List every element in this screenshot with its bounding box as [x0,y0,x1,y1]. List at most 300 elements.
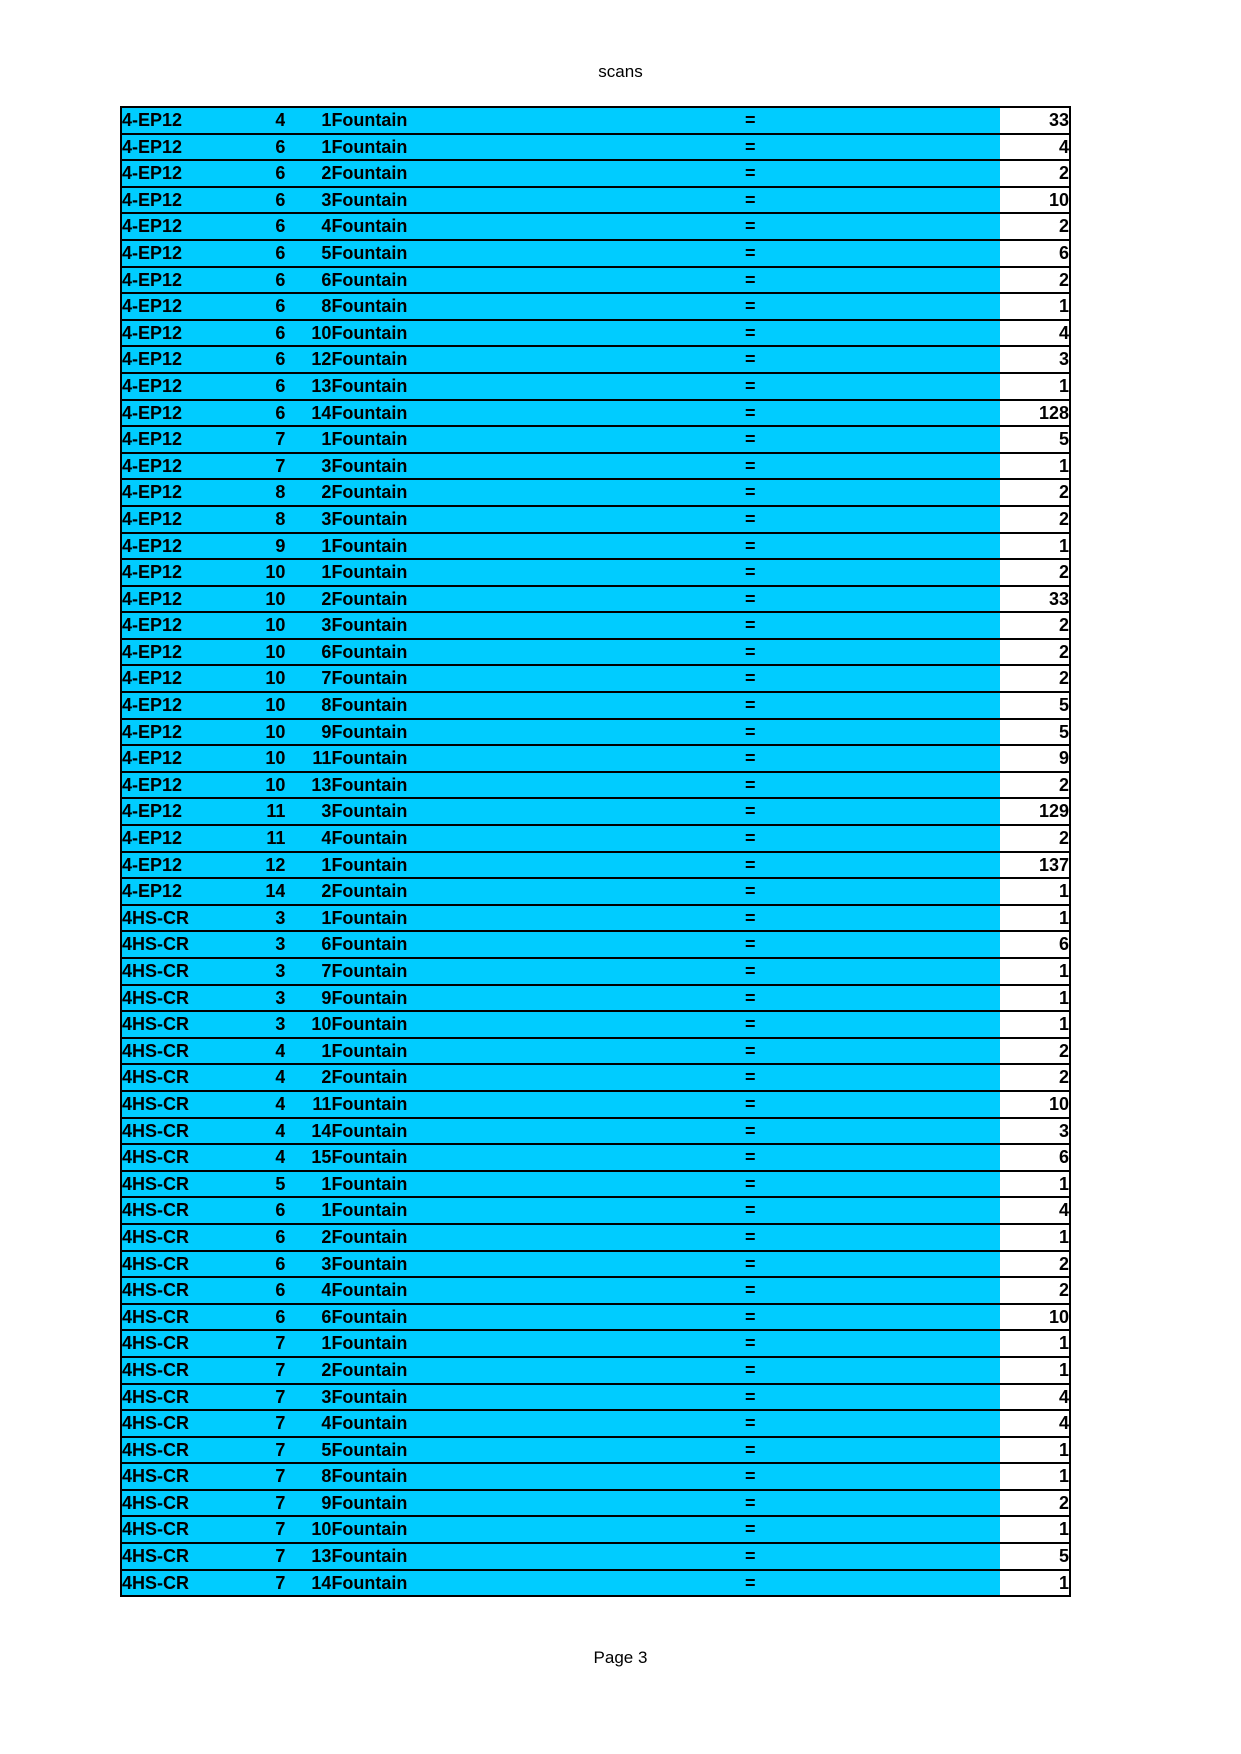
count-cell: 2 [1000,665,1070,692]
spacer-cell [879,400,1000,427]
room-cell: 15 [285,1144,331,1171]
spacer-cell [879,1357,1000,1384]
count-cell: 1 [1000,878,1070,905]
spacer-cell [879,533,1000,560]
floor-cell: 7 [233,1410,285,1437]
room-cell: 1 [285,559,331,586]
count-cell: 2 [1000,479,1070,506]
room-cell: 3 [285,612,331,639]
type-cell: Fountain [331,346,622,373]
table-row [121,1543,1070,1570]
count-cell: 2 [1000,825,1070,852]
floor-cell: 4 [233,1118,285,1145]
code-cell: 4-EP12 [121,107,233,134]
spacer-cell [879,1171,1000,1198]
count-cell: 2 [1000,213,1070,240]
code-cell: 4HS-CR [121,1171,233,1198]
type-cell: Fountain [331,160,622,187]
count-cell: 1 [1000,1011,1070,1038]
count-cell: 1 [1000,985,1070,1012]
spacer-cell [879,665,1000,692]
floor-cell: 4 [233,107,285,134]
type-cell: Fountain [331,1197,622,1224]
code-cell: 4HS-CR [121,1224,233,1251]
floor-cell: 10 [233,745,285,772]
equals-cell: = [622,1038,879,1065]
code-cell: 4HS-CR [121,905,233,932]
count-cell: 137 [1000,852,1070,879]
equals-cell: = [622,134,879,161]
room-cell: 2 [285,479,331,506]
equals-cell: = [622,1304,879,1331]
room-cell: 11 [285,1091,331,1118]
room-cell: 13 [285,772,331,799]
type-cell: Fountain [331,612,622,639]
count-cell: 2 [1000,1251,1070,1278]
table-row [121,1357,1070,1384]
room-cell: 9 [285,1490,331,1517]
floor-cell: 3 [233,958,285,985]
code-cell: 4-EP12 [121,160,233,187]
code-cell: 4HS-CR [121,1543,233,1570]
table-row [121,798,1070,825]
count-cell: 1 [1000,1463,1070,1490]
equals-cell: = [622,1330,879,1357]
equals-cell: = [622,1251,879,1278]
equals-cell: = [622,1224,879,1251]
table-row [121,958,1070,985]
equals-cell: = [622,1144,879,1171]
type-cell: Fountain [331,825,622,852]
equals-cell: = [622,745,879,772]
equals-cell: = [622,1490,879,1517]
count-cell: 2 [1000,506,1070,533]
table-row [121,453,1070,480]
count-cell: 1 [1000,1171,1070,1198]
count-cell: 2 [1000,559,1070,586]
table-row [121,1011,1070,1038]
count-cell: 2 [1000,1277,1070,1304]
table-row [121,479,1070,506]
room-cell: 7 [285,958,331,985]
floor-cell: 6 [233,346,285,373]
table-row [121,1384,1070,1411]
code-cell: 4HS-CR [121,1490,233,1517]
room-cell: 1 [285,426,331,453]
floor-cell: 7 [233,1490,285,1517]
table-row [121,1251,1070,1278]
type-cell: Fountain [331,586,622,613]
code-cell: 4-EP12 [121,825,233,852]
spacer-cell [879,586,1000,613]
count-cell: 1 [1000,1516,1070,1543]
count-cell: 4 [1000,1410,1070,1437]
equals-cell: = [622,1570,879,1597]
spacer-cell [879,1570,1000,1597]
code-cell: 4-EP12 [121,612,233,639]
code-cell: 4-EP12 [121,267,233,294]
room-cell: 5 [285,240,331,267]
spacer-cell [879,426,1000,453]
equals-cell: = [622,107,879,134]
equals-cell: = [622,1543,879,1570]
table-row [121,293,1070,320]
spacer-cell [879,1064,1000,1091]
type-cell: Fountain [331,134,622,161]
spacer-cell [879,1224,1000,1251]
count-cell: 2 [1000,1490,1070,1517]
spacer-cell [879,1251,1000,1278]
floor-cell: 6 [233,400,285,427]
room-cell: 6 [285,639,331,666]
type-cell: Fountain [331,745,622,772]
room-cell: 5 [285,1437,331,1464]
spacer-cell [879,373,1000,400]
equals-cell: = [622,400,879,427]
spacer-cell [879,134,1000,161]
table-row [121,1224,1070,1251]
type-cell: Fountain [331,1516,622,1543]
code-cell: 4HS-CR [121,1011,233,1038]
room-cell: 4 [285,213,331,240]
type-cell: Fountain [331,533,622,560]
spacer-cell [879,107,1000,134]
spacer-cell [879,612,1000,639]
count-cell: 6 [1000,931,1070,958]
spacer-cell [879,1330,1000,1357]
room-cell: 3 [285,798,331,825]
floor-cell: 4 [233,1144,285,1171]
count-cell: 3 [1000,346,1070,373]
equals-cell: = [622,1437,879,1464]
table-row [121,1410,1070,1437]
spacer-cell [879,240,1000,267]
spacer-cell [879,1410,1000,1437]
room-cell: 2 [285,878,331,905]
floor-cell: 3 [233,931,285,958]
floor-cell: 10 [233,692,285,719]
spacer-cell [879,320,1000,347]
table-row [121,852,1070,879]
count-cell: 3 [1000,1118,1070,1145]
count-cell: 6 [1000,240,1070,267]
table-row [121,400,1070,427]
type-cell: Fountain [331,1304,622,1331]
room-cell: 2 [285,160,331,187]
equals-cell: = [622,1463,879,1490]
spacer-cell [879,745,1000,772]
type-cell: Fountain [331,293,622,320]
table-row [121,1490,1070,1517]
spacer-cell [879,958,1000,985]
type-cell: Fountain [331,1118,622,1145]
table-row [121,825,1070,852]
floor-cell: 6 [233,240,285,267]
table-row [121,1277,1070,1304]
equals-cell: = [622,1384,879,1411]
spacer-cell [879,719,1000,746]
type-cell: Fountain [331,639,622,666]
room-cell: 13 [285,373,331,400]
floor-cell: 10 [233,639,285,666]
table-row [121,665,1070,692]
spacer-cell [879,1304,1000,1331]
equals-cell: = [622,506,879,533]
spacer-cell [879,852,1000,879]
type-cell: Fountain [331,1171,622,1198]
type-cell: Fountain [331,479,622,506]
equals-cell: = [622,267,879,294]
code-cell: 4-EP12 [121,240,233,267]
count-cell: 5 [1000,692,1070,719]
floor-cell: 5 [233,1171,285,1198]
floor-cell: 10 [233,586,285,613]
room-cell: 2 [285,586,331,613]
spacer-cell [879,479,1000,506]
count-cell: 128 [1000,400,1070,427]
table-row [121,373,1070,400]
room-cell: 1 [285,107,331,134]
table-row [121,267,1070,294]
equals-cell: = [622,187,879,214]
equals-cell: = [622,1011,879,1038]
table-row [121,1330,1070,1357]
floor-cell: 4 [233,1091,285,1118]
equals-cell: = [622,346,879,373]
table-row [121,1437,1070,1464]
spacer-cell [879,1384,1000,1411]
equals-cell: = [622,320,879,347]
spacer-cell [879,1490,1000,1517]
equals-cell: = [622,1118,879,1145]
spacer-cell [879,213,1000,240]
equals-cell: = [622,1064,879,1091]
code-cell: 4HS-CR [121,1277,233,1304]
type-cell: Fountain [331,1490,622,1517]
code-cell: 4-EP12 [121,852,233,879]
spacer-cell [879,772,1000,799]
floor-cell: 7 [233,1570,285,1597]
room-cell: 1 [285,1330,331,1357]
floor-cell: 7 [233,1384,285,1411]
code-cell: 4-EP12 [121,692,233,719]
count-cell: 1 [1000,1437,1070,1464]
room-cell: 2 [285,1224,331,1251]
spacer-cell [879,1463,1000,1490]
count-cell: 4 [1000,320,1070,347]
floor-cell: 6 [233,320,285,347]
spacer-cell [879,1091,1000,1118]
code-cell: 4HS-CR [121,1357,233,1384]
code-cell: 4-EP12 [121,479,233,506]
equals-cell: = [622,985,879,1012]
spacer-cell [879,346,1000,373]
equals-cell: = [622,1197,879,1224]
type-cell: Fountain [331,1463,622,1490]
equals-cell: = [622,479,879,506]
table-row [121,1118,1070,1145]
spacer-cell [879,905,1000,932]
table-row [121,1463,1070,1490]
room-cell: 6 [285,931,331,958]
table-row [121,1064,1070,1091]
equals-cell: = [622,639,879,666]
table-row [121,1144,1070,1171]
equals-cell: = [622,559,879,586]
count-cell: 2 [1000,1064,1070,1091]
floor-cell: 8 [233,506,285,533]
spacer-cell [879,692,1000,719]
floor-cell: 10 [233,612,285,639]
spacer-cell [879,1437,1000,1464]
table-row [121,772,1070,799]
code-cell: 4HS-CR [121,1304,233,1331]
count-cell: 1 [1000,1570,1070,1597]
floor-cell: 6 [233,373,285,400]
count-cell: 4 [1000,134,1070,161]
code-cell: 4HS-CR [121,1038,233,1065]
code-cell: 4HS-CR [121,1516,233,1543]
floor-cell: 7 [233,1543,285,1570]
code-cell: 4-EP12 [121,506,233,533]
count-cell: 1 [1000,958,1070,985]
equals-cell: = [622,612,879,639]
type-cell: Fountain [331,1570,622,1597]
count-cell: 1 [1000,1224,1070,1251]
room-cell: 1 [285,134,331,161]
type-cell: Fountain [331,1091,622,1118]
spacer-cell [879,559,1000,586]
count-cell: 2 [1000,160,1070,187]
spacer-cell [879,1118,1000,1145]
table-row [121,1570,1070,1597]
table-row [121,612,1070,639]
type-cell: Fountain [331,187,622,214]
spacer-cell [879,506,1000,533]
table-row [121,639,1070,666]
code-cell: 4-EP12 [121,400,233,427]
type-cell: Fountain [331,426,622,453]
spacer-cell [879,1543,1000,1570]
room-cell: 2 [285,1357,331,1384]
count-cell: 9 [1000,745,1070,772]
code-cell: 4HS-CR [121,1410,233,1437]
type-cell: Fountain [331,719,622,746]
count-cell: 10 [1000,1091,1070,1118]
room-cell: 1 [285,852,331,879]
table-row [121,1091,1070,1118]
count-cell: 2 [1000,639,1070,666]
type-cell: Fountain [331,506,622,533]
floor-cell: 6 [233,213,285,240]
floor-cell: 7 [233,1463,285,1490]
equals-cell: = [622,1410,879,1437]
type-cell: Fountain [331,267,622,294]
code-cell: 4-EP12 [121,320,233,347]
table-row [121,1038,1070,1065]
table-row [121,506,1070,533]
table-row [121,586,1070,613]
equals-cell: = [622,931,879,958]
type-cell: Fountain [331,958,622,985]
equals-cell: = [622,373,879,400]
spacer-cell [879,798,1000,825]
page-footer: Page 3 [593,1648,648,1667]
floor-cell: 7 [233,1437,285,1464]
type-cell: Fountain [331,1064,622,1091]
type-cell: Fountain [331,107,622,134]
type-cell: Fountain [331,931,622,958]
room-cell: 6 [285,267,331,294]
code-cell: 4-EP12 [121,719,233,746]
spacer-cell [879,187,1000,214]
floor-cell: 3 [233,985,285,1012]
spacer-cell [879,453,1000,480]
table-row [121,187,1070,214]
equals-cell: = [622,719,879,746]
room-cell: 8 [285,1463,331,1490]
type-cell: Fountain [331,665,622,692]
floor-cell: 7 [233,453,285,480]
count-cell: 6 [1000,1144,1070,1171]
count-cell: 1 [1000,453,1070,480]
table-row [121,692,1070,719]
equals-cell: = [622,772,879,799]
floor-cell: 7 [233,1357,285,1384]
room-cell: 3 [285,453,331,480]
spacer-cell [879,1516,1000,1543]
count-cell: 2 [1000,612,1070,639]
floor-cell: 10 [233,772,285,799]
table-row [121,533,1070,560]
count-cell: 4 [1000,1384,1070,1411]
room-cell: 2 [285,1064,331,1091]
floor-cell: 7 [233,426,285,453]
equals-cell: = [622,453,879,480]
code-cell: 4-EP12 [121,878,233,905]
table-row [121,240,1070,267]
floor-cell: 11 [233,825,285,852]
type-cell: Fountain [331,772,622,799]
floor-cell: 9 [233,533,285,560]
equals-cell: = [622,852,879,879]
table-row [121,160,1070,187]
room-cell: 3 [285,187,331,214]
equals-cell: = [622,665,879,692]
type-cell: Fountain [331,400,622,427]
code-cell: 4-EP12 [121,745,233,772]
table-row [121,985,1070,1012]
spacer-cell [879,1277,1000,1304]
table-row [121,213,1070,240]
floor-cell: 6 [233,1304,285,1331]
table-row [121,346,1070,373]
page-title: scans [598,62,643,81]
code-cell: 4HS-CR [121,1437,233,1464]
equals-cell: = [622,1277,879,1304]
spacer-cell [879,985,1000,1012]
room-cell: 4 [285,825,331,852]
type-cell: Fountain [331,320,622,347]
room-cell: 6 [285,1304,331,1331]
room-cell: 11 [285,745,331,772]
table-row [121,745,1070,772]
count-cell: 1 [1000,1357,1070,1384]
floor-cell: 7 [233,1330,285,1357]
equals-cell: = [622,798,879,825]
code-cell: 4-EP12 [121,134,233,161]
table-row [121,719,1070,746]
